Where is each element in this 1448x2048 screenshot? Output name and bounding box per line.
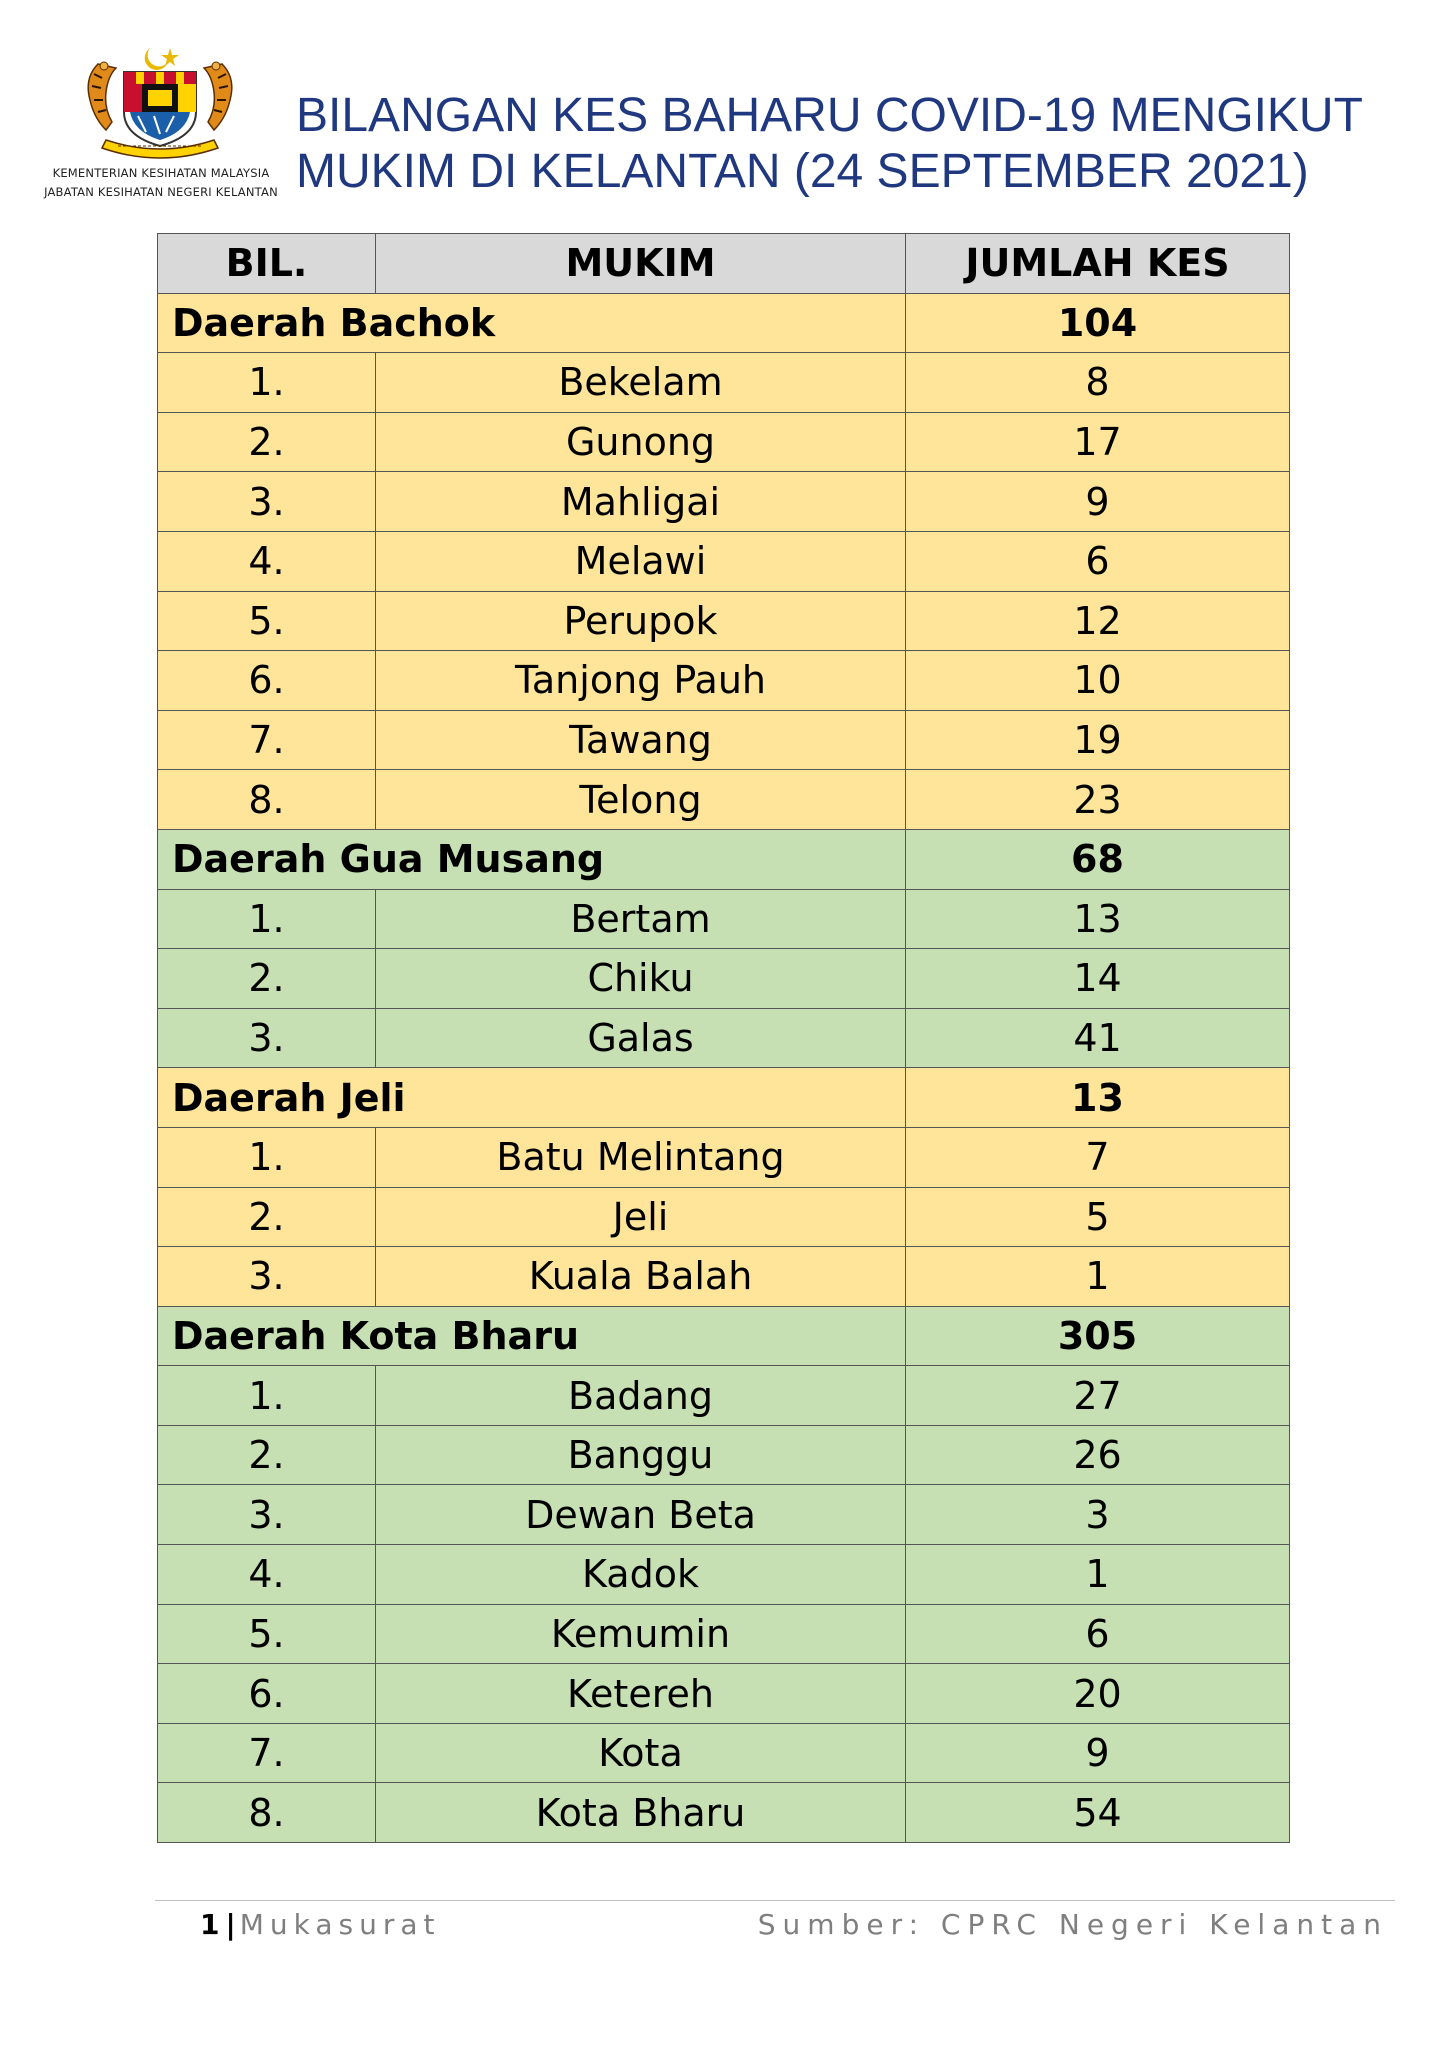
row-bil: 7. — [158, 710, 376, 770]
row-jumlah-kes: 3 — [906, 1485, 1290, 1545]
district-row — [158, 1068, 1290, 1128]
row-mukim: Tanjong Pauh — [376, 651, 906, 711]
table-row — [158, 353, 1290, 413]
row-jumlah-kes: 23 — [906, 770, 1290, 830]
row-jumlah-kes: 27 — [906, 1366, 1290, 1426]
row-jumlah-kes: 9 — [906, 472, 1290, 532]
row-mukim: Batu Melintang — [376, 1127, 906, 1187]
page-label: Mukasurat — [239, 1908, 441, 1941]
header-mukim: MUKIM — [376, 234, 906, 294]
row-jumlah-kes: 6 — [906, 1604, 1290, 1664]
row-bil: 6. — [158, 651, 376, 711]
row-jumlah-kes: 13 — [906, 889, 1290, 949]
table-row — [158, 412, 1290, 472]
row-jumlah-kes: 6 — [906, 531, 1290, 591]
row-mukim: Perupok — [376, 591, 906, 651]
table-header-row — [158, 234, 1290, 294]
row-bil: 3. — [158, 472, 376, 532]
row-mukim: Kuala Balah — [376, 1247, 906, 1307]
row-bil: 8. — [158, 1783, 376, 1843]
row-jumlah-kes: 14 — [906, 949, 1290, 1009]
row-bil: 2. — [158, 1425, 376, 1485]
table-row — [158, 651, 1290, 711]
row-jumlah-kes: 41 — [906, 1008, 1290, 1068]
row-bil: 3. — [158, 1485, 376, 1545]
row-mukim: Chiku — [376, 949, 906, 1009]
row-bil: 8. — [158, 770, 376, 830]
table-row — [158, 1247, 1290, 1307]
page-header — [0, 0, 1448, 225]
footer-divider — [155, 1900, 1395, 1901]
row-bil: 1. — [158, 889, 376, 949]
row-mukim: Mahligai — [376, 472, 906, 532]
table-row — [158, 1425, 1290, 1485]
row-mukim: Kadok — [376, 1545, 906, 1605]
row-bil: 5. — [158, 591, 376, 651]
department-name: JABATAN KESIHATAN NEGERI KELANTAN — [44, 185, 278, 199]
table-row — [158, 1723, 1290, 1783]
document-title — [296, 88, 1416, 200]
district-total: 305 — [906, 1306, 1290, 1366]
row-bil: 2. — [158, 1187, 376, 1247]
header-jumlah-kes: JUMLAH KES — [906, 234, 1290, 294]
district-name: Daerah Gua Musang — [158, 829, 906, 889]
title-line-2: MUKIM DI KELANTAN (24 SEPTEMBER 2021) — [296, 145, 1309, 198]
table-row — [158, 889, 1290, 949]
row-bil: 1. — [158, 1366, 376, 1426]
district-total: 13 — [906, 1068, 1290, 1128]
row-bil: 2. — [158, 412, 376, 472]
table-row — [158, 949, 1290, 1009]
page-number: 1 — [200, 1908, 220, 1941]
row-mukim: Galas — [376, 1008, 906, 1068]
row-bil: 2. — [158, 949, 376, 1009]
table-row — [158, 1366, 1290, 1426]
row-mukim: Bekelam — [376, 353, 906, 413]
footer-separator: | — [225, 1908, 236, 1941]
table-row — [158, 472, 1290, 532]
title-line-1: BILANGAN KES BAHARU COVID-19 MENGIKUT — [296, 89, 1363, 142]
row-jumlah-kes: 1 — [906, 1545, 1290, 1605]
row-jumlah-kes: 9 — [906, 1723, 1290, 1783]
table-row — [158, 1664, 1290, 1724]
row-bil: 4. — [158, 531, 376, 591]
row-bil: 3. — [158, 1008, 376, 1068]
row-mukim: Kota — [376, 1723, 906, 1783]
table-row — [158, 1008, 1290, 1068]
row-mukim: Banggu — [376, 1425, 906, 1485]
table-row — [158, 1545, 1290, 1605]
source-note: Sumber: CPRC Negeri Kelantan — [757, 1908, 1388, 1941]
row-mukim: Dewan Beta — [376, 1485, 906, 1545]
row-jumlah-kes: 20 — [906, 1664, 1290, 1724]
row-bil: 1. — [158, 1127, 376, 1187]
row-jumlah-kes: 5 — [906, 1187, 1290, 1247]
row-mukim: Bertam — [376, 889, 906, 949]
row-bil: 3. — [158, 1247, 376, 1307]
row-jumlah-kes: 1 — [906, 1247, 1290, 1307]
row-mukim: Badang — [376, 1366, 906, 1426]
district-row — [158, 1306, 1290, 1366]
district-name: Daerah Bachok — [158, 293, 906, 353]
table-row — [158, 591, 1290, 651]
district-row — [158, 293, 1290, 353]
row-mukim: Kemumin — [376, 1604, 906, 1664]
row-jumlah-kes: 8 — [906, 353, 1290, 413]
row-mukim: Kota Bharu — [376, 1783, 906, 1843]
table-row — [158, 1187, 1290, 1247]
ministry-name: KEMENTERIAN KESIHATAN MALAYSIA — [52, 166, 270, 180]
row-jumlah-kes: 12 — [906, 591, 1290, 651]
row-mukim: Jeli — [376, 1187, 906, 1247]
row-bil: 4. — [158, 1545, 376, 1605]
row-bil: 6. — [158, 1664, 376, 1724]
district-row — [158, 829, 1290, 889]
row-mukim: Telong — [376, 770, 906, 830]
district-name: Daerah Jeli — [158, 1068, 906, 1128]
table-row — [158, 710, 1290, 770]
row-jumlah-kes: 26 — [906, 1425, 1290, 1485]
cases-by-mukim-table — [157, 233, 1290, 1843]
header-bil: BIL. — [158, 234, 376, 294]
row-mukim: Ketereh — [376, 1664, 906, 1724]
district-total: 68 — [906, 829, 1290, 889]
row-bil: 5. — [158, 1604, 376, 1664]
district-name: Daerah Kota Bharu — [158, 1306, 906, 1366]
row-mukim: Melawi — [376, 531, 906, 591]
row-mukim: Tawang — [376, 710, 906, 770]
table-row — [158, 1485, 1290, 1545]
table-row — [158, 531, 1290, 591]
table-row — [158, 1604, 1290, 1664]
table-row — [158, 770, 1290, 830]
row-jumlah-kes: 19 — [906, 710, 1290, 770]
row-bil: 7. — [158, 1723, 376, 1783]
page-footer-number — [200, 1908, 441, 1941]
row-jumlah-kes: 54 — [906, 1783, 1290, 1843]
row-jumlah-kes: 17 — [906, 412, 1290, 472]
row-bil: 1. — [158, 353, 376, 413]
row-jumlah-kes: 7 — [906, 1127, 1290, 1187]
district-total: 104 — [906, 293, 1290, 353]
malaysia-coat-of-arms-icon — [78, 44, 242, 160]
row-mukim: Gunong — [376, 412, 906, 472]
table-body — [158, 293, 1290, 1842]
ministry-logo-block — [36, 44, 286, 204]
row-jumlah-kes: 10 — [906, 651, 1290, 711]
table-row — [158, 1783, 1290, 1843]
table-row — [158, 1127, 1290, 1187]
